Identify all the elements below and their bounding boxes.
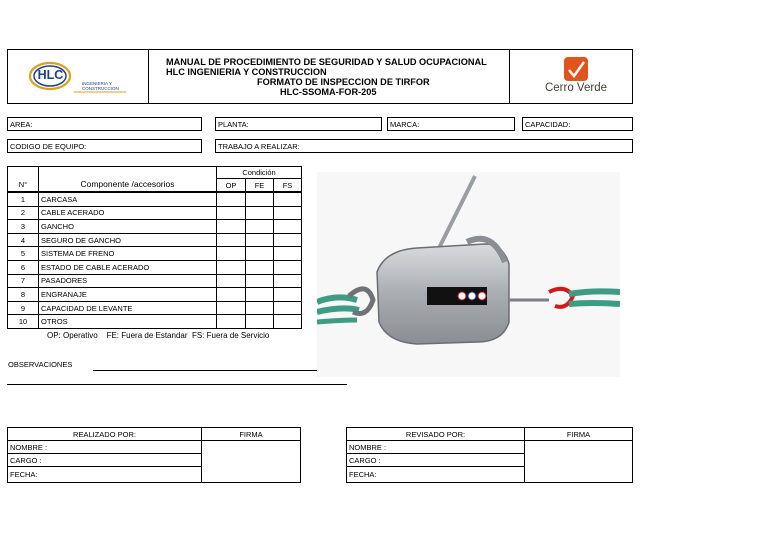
realizado-nombre[interactable]: NOMBRE : [7,440,202,454]
row-fe-check[interactable] [245,233,274,248]
row-fs-check[interactable] [273,260,302,275]
realizado-firma-header: FIRMA [201,427,301,441]
row-fs-check[interactable] [273,206,302,221]
cerro-verde-mark-icon [536,55,616,83]
row-number: 3 [7,219,39,234]
row-component: SISTEMA DE FRENO [38,246,217,261]
header-divider-right [509,49,510,104]
revisado-fecha[interactable]: FECHA: [346,466,525,483]
codigo-equipo-field[interactable]: CODIGO DE EQUIPO: [7,139,202,153]
row-fs-check[interactable] [273,274,302,289]
revisado-nombre[interactable]: NOMBRE : [346,440,525,454]
row-fe-check[interactable] [245,287,274,302]
col-fe-header: FE [245,178,274,192]
observaciones-line-2[interactable] [7,384,347,385]
row-fe-check[interactable] [245,314,274,329]
hlc-logo-text: HLC [37,68,64,82]
realizado-header: REALIZADO POR: [7,427,202,441]
planta-field[interactable]: PLANTA: [215,117,382,131]
row-fe-check[interactable] [245,206,274,221]
row-component: OTROS [38,314,217,329]
num-header: N° [7,166,39,192]
row-number: 5 [7,246,39,261]
row-component: ESTADO DE CABLE ACERADO [38,260,217,275]
row-op-check[interactable] [216,233,246,248]
row-number: 9 [7,301,39,316]
row-fs-check[interactable] [273,287,302,302]
realizado-cargo[interactable]: CARGO : [7,453,202,467]
row-op-check[interactable] [216,192,246,207]
cerro-verde-text: Cerro Verde [544,82,607,94]
row-component: PASADORES [38,274,217,289]
row-op-check[interactable] [216,219,246,234]
row-fs-check[interactable] [273,301,302,316]
revisado-header: REVISADO POR: [346,427,525,441]
row-fs-check[interactable] [273,246,302,261]
title-line-4: HLC-SSOMA-FOR-205 [280,87,377,97]
tirfor-winch-image [317,172,620,377]
title-line-2: HLC INGENIERIA Y CONSTRUCCION [166,67,327,77]
row-op-check[interactable] [216,246,246,261]
tirfor-photo [317,172,620,377]
row-fe-check[interactable] [245,219,274,234]
row-op-check[interactable] [216,287,246,302]
observaciones-line-1[interactable] [93,370,317,371]
row-op-check[interactable] [216,206,246,221]
row-number: 10 [7,314,39,329]
hlc-logo-sub1: INGENIERIA Y [82,81,112,86]
header-divider-left [148,49,149,104]
row-fs-check[interactable] [273,192,302,207]
row-fs-check[interactable] [273,314,302,329]
row-op-check[interactable] [216,260,246,275]
revisado-firma-header: FIRMA [524,427,633,441]
row-component: CAPACIDAD DE LEVANTE [38,301,217,316]
row-fs-check[interactable] [273,233,302,248]
row-number: 8 [7,287,39,302]
area-field[interactable]: AREA: [7,117,202,131]
hlc-logo-sub2: CONSTRUCCION [82,86,119,91]
cerro-verde-logo [536,55,616,100]
row-fe-check[interactable] [245,274,274,289]
row-op-check[interactable] [216,274,246,289]
row-number: 7 [7,274,39,289]
title-line-1: MANUAL DE PROCEDIMIENTO DE SEGURIDAD Y SALUD OCUPACIONAL [166,57,487,67]
row-component: CARCASA [38,192,217,207]
row-number: 1 [7,192,39,207]
title-line-3: FORMATO DE INSPECCION DE TIRFOR [257,77,430,87]
row-number: 2 [7,206,39,221]
col-op-header: OP [216,178,246,192]
realizado-fecha[interactable]: FECHA: [7,466,202,483]
row-fe-check[interactable] [245,246,274,261]
trabajo-field[interactable]: TRABAJO A REALIZAR: [215,139,633,153]
row-component: GANCHO [38,219,217,234]
col-fs-header: FS [273,178,302,192]
row-op-check[interactable] [216,301,246,316]
component-header: Componente /accesorios [38,166,217,192]
row-fs-check[interactable] [273,219,302,234]
row-number: 6 [7,260,39,275]
row-fe-check[interactable] [245,301,274,316]
observaciones-label: OBSERVACIONES [8,360,73,369]
row-number: 4 [7,233,39,248]
marca-field[interactable]: MARCA: [387,117,515,131]
revisado-cargo[interactable]: CARGO : [346,453,525,467]
row-component: SEGURO DE GANCHO [38,233,217,248]
condicion-header: Condición [216,166,302,179]
realizado-firma-box[interactable] [201,440,301,483]
row-component: CABLE ACERADO [38,206,217,221]
row-fe-check[interactable] [245,260,274,275]
revisado-firma-box[interactable] [524,440,633,483]
hlc-logo [28,60,128,96]
row-component: ENGRANAJE [38,287,217,302]
row-op-check[interactable] [216,314,246,329]
capacidad-field[interactable]: CAPACIDAD: [522,117,633,131]
row-fe-check[interactable] [245,192,274,207]
legend-text: OP: Operativo FE: Fuera de Estandar FS: Fuera de Servicio [47,331,270,340]
